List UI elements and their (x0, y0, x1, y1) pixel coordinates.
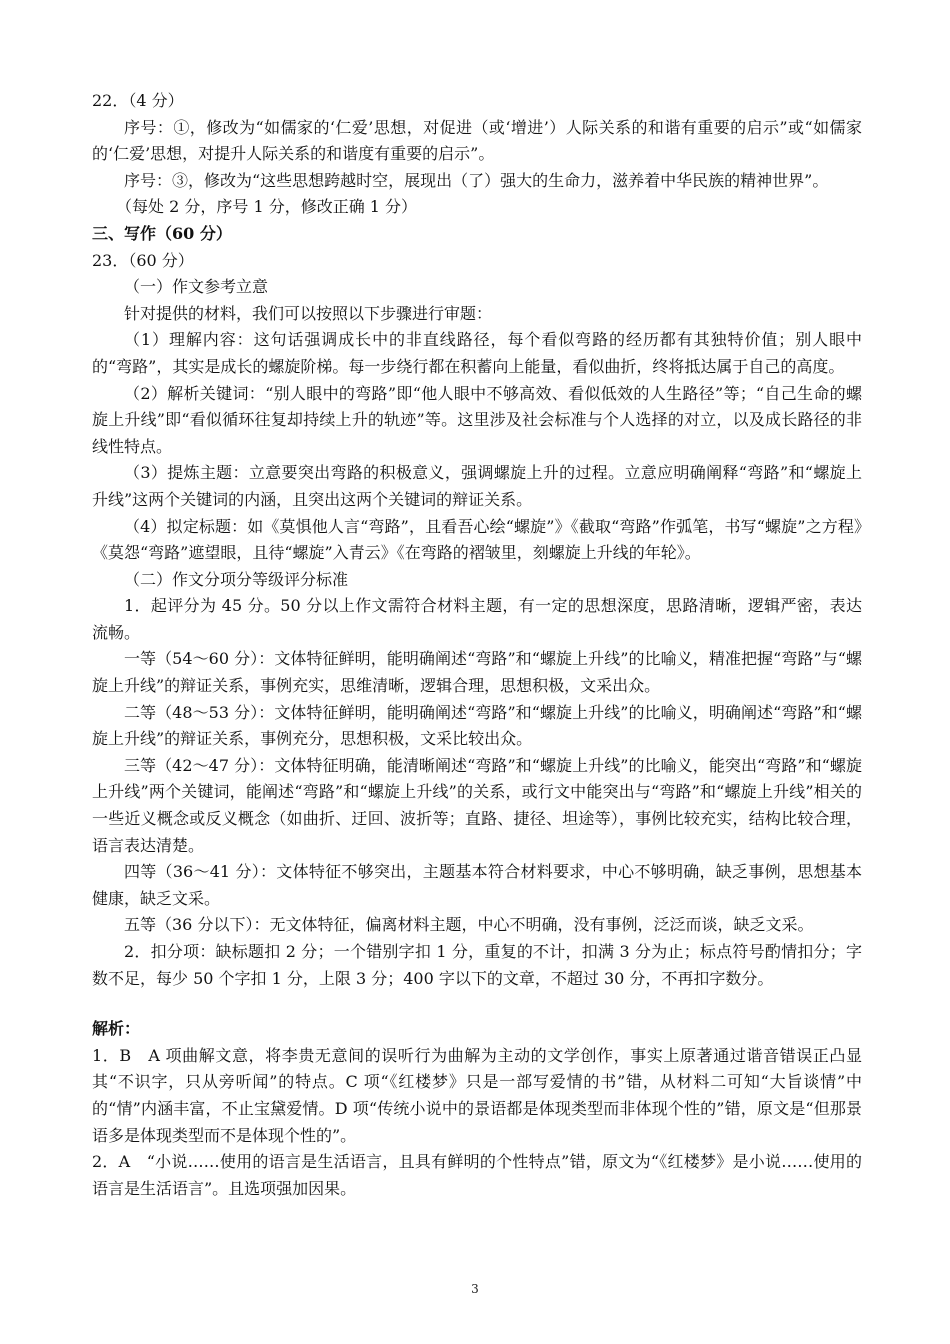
analysis-item-2: 2．A “小说……使用的语言是生活语言，且具有鲜明的个性特点”错，原文为“《红楼梦》是小说……使用的语言是生活语言”。且选项强加因果。 (92, 1152, 862, 1198)
q22-answer-1: 序号：①，修改为“如儒家的‘仁爱’思想，对促进（或‘增进’）人际关系的和谐有重要的启示”或“如儒家的‘仁爱’思想，对提升人际关系的和谐度有重要的启示”。 (92, 117, 862, 164)
page-number: 3 (471, 1282, 479, 1296)
q23-sub-heading-1: （一）作文参考立意 (124, 277, 269, 297)
q23-step-2: （2）解析关键词：“别人眼中的弯路”即“他人眼中不够高效、看似低效的人生路径”等；“自己生命的螺旋上升线”即“看似循环往复却持续上升的轨迹”等。这里涉及社会标准与个人选择的对立，以及成长路径的非线性特点。 (92, 383, 862, 456)
q23-step-3: （3）提炼主题：立意要突出弯路的积极意义，强调螺旋上升的过程。立意应明确阐释“弯路”和“螺旋上升线”这两个关键词的内涵，且突出这两个关键词的辩证关系。 (92, 463, 862, 509)
analysis-heading: 解析： (92, 1019, 141, 1039)
q23-grade-1: 一等（54～60 分）：文体特征鲜明，能明确阐述“弯路”和“螺旋上升线”的比喻义，精准把握“弯路”与“螺旋上升线”的辩证关系，事例充实，思维清晰，逻辑合理，思想积极，文采出众。 (92, 649, 862, 696)
q23-step-1: （1）理解内容：这句话强调成长中的非直线路径，每个看似弯路的经历都有其独特价值；别人眼中的“弯路”，其实是成长的螺旋阶梯。每一步绕行都在积蓄向上能量，看似曲折，终将抵达属于自己的高度。 (92, 330, 862, 376)
section-spacer (92, 992, 862, 1016)
q23-step-4: （4）拟定标题：如《莫惧他人言“弯路”，且看吾心绘“螺旋”》《截取“弯路”作弧笔，书写“螺旋”之方程》《莫怨“弯路”遮望眼，且待“螺旋”入青云》《在弯路的褶皱里，刻螺旋上升线的年轮》。 (92, 516, 862, 563)
q22-heading: 22．（4 分） (92, 91, 184, 110)
q23-grade-3: 三等（42～47 分）：文体特征明确，能清晰阐述“弯路”和“螺旋上升线”的比喻义，能突出“弯路”和“螺旋上升线”两个关键词，能阐述“弯路”和“螺旋上升线”的关系，或行文中能突出与“弯路”和“螺旋上升线”相关的一些近义概念或反义概念（如曲折、迂回、波折等；直路、捷径、坦途等），事例比较充实，结构比较合理，语言表达清楚。 (92, 755, 862, 855)
q23-rule-2: 2．扣分项：缺标题扣 2 分；一个错别字扣 1 分，重复的不计，扣满 3 分为止；标点符号酌情扣分；字数不足，每少 50 个字扣 1 分，上限 3 分；400 字以下的文章，不超过 30 分，不再扣字数分。 (92, 942, 862, 988)
q23-intro: 针对提供的材料，我们可以按照以下步骤进行审题： (124, 303, 493, 323)
document-page (92, 88, 862, 1202)
q23-grade-2: 二等（48～53 分）：文体特征鲜明，能明确阐述“弯路”和“螺旋上升线”的比喻义，明确阐述“弯路”和“螺旋上升线”的辩证关系，事例充分，思想积极，文采比较出众。 (92, 702, 862, 749)
q23-heading: 23．（60 分） (92, 250, 194, 270)
analysis-item-1: 1．B A 项曲解文意，将李贵无意间的误听行为曲解为主动的文学创作，事实上原著通过谐音错误正凸显其“不识字，只从旁听闻”的特点。C 项“《红楼梦》只是一部写爱情的书”错，从材料二可知“大旨谈情”中的“情”内涵丰富，不止宝黛爱情。D 项“传统小说中的景语都是体现类型而非体现个性的”错，原文是“但那景语多是体现类型而不是体现个性的”。 (92, 1045, 862, 1145)
q22-scoring-note: （每处 2 分，序号 1 分，修改正确 1 分） (116, 197, 418, 217)
q23-grade-4: 四等（36～41 分）：文体特征不够突出，主题基本符合材料要求，中心不够明确，缺乏事例，思想基本健康，缺乏文采。 (92, 862, 862, 908)
section-3-heading: 三、写作（60 分） (92, 223, 232, 243)
q23-rule-1: 1．起评分为 45 分。50 分以上作文需符合材料主题，有一定的思想深度，思路清晰，逻辑严密，表达流畅。 (92, 596, 862, 642)
q22-answer-2: 序号：③，修改为“这些思想跨越时空，展现出（了）强大的生命力，滋养着中华民族的精神世界”。 (124, 170, 829, 190)
q23-grade-5: 五等（36 分以下）：无文体特征，偏离材料主题，中心不明确，没有事例，泛泛而谈，缺乏文采。 (124, 915, 814, 935)
q23-sub-heading-2: （二）作文分项分等级评分标准 (124, 569, 349, 589)
